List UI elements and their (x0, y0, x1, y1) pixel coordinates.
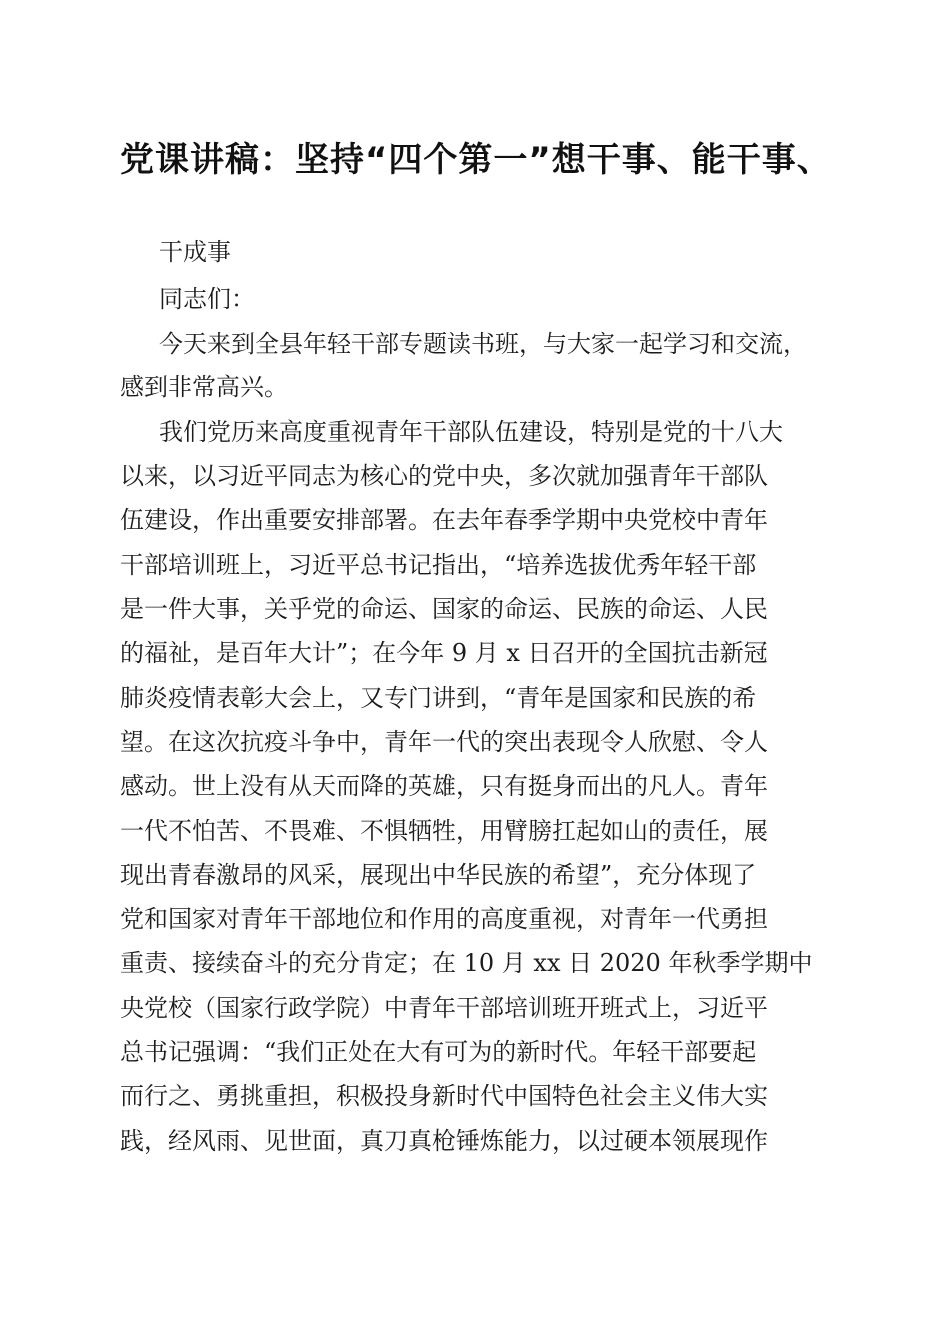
paragraph-line: 以来，以习近平同志为核心的党中央，多次就加强青年干部队 (120, 462, 768, 490)
paragraph-line: 现出青春激昂的风采，展现出中华民族的希望”，充分体现了 (120, 861, 757, 889)
paragraph-line: 的福祉，是百年大计”；在今年 9 月 x 日召开的全国抗击新冠 (120, 639, 768, 667)
paragraph-line: 干部培训班上，习近平总书记指出，“培养选拔优秀年轻干部 (120, 551, 757, 579)
paragraph-line: 感到非常高兴。 (120, 373, 288, 401)
paragraph-line: 感动。世上没有从天而降的英雄，只有挺身而出的凡人。青年 (120, 772, 768, 800)
paragraph-line: 总书记强调：“我们正处在大有可为的新时代。年轻干部要起 (120, 1038, 757, 1066)
paragraph-line: 重责、接续奋斗的充分肯定；在 10 月 xx 日 2020 年秋季学期中 (120, 949, 813, 977)
title-continuation: 干成事 (159, 238, 231, 266)
paragraph-line: 伍建设，作出重要安排部署。在去年春季学期中央党校中青年 (120, 506, 768, 534)
paragraph-line: 而行之、勇挑重担，积极投身新时代中国特色社会主义伟大实 (120, 1082, 768, 1110)
salutation: 同志们： (159, 285, 255, 313)
paragraph-line: 践，经风雨、见世面，真刀真枪锤炼能力，以过硬本领展现作 (120, 1127, 768, 1155)
paragraph-line: 我们党历来高度重视青年干部队伍建设，特别是党的十八大 (159, 418, 783, 446)
paragraph-line: 今天来到全县年轻干部专题读书班，与大家一起学习和交流， (159, 330, 807, 358)
paragraph-line: 一代不怕苦、不畏难、不惧牺牲，用臂膀扛起如山的责任，展 (120, 817, 768, 845)
paragraph-line: 央党校（国家行政学院）中青年干部培训班开班式上，习近平 (120, 994, 768, 1022)
paragraph-line: 肺炎疫情表彰大会上，又专门讲到，“青年是国家和民族的希 (120, 684, 757, 712)
paragraph-line: 是一件大事，关乎党的命运、国家的命运、民族的命运、人民 (120, 595, 768, 623)
paragraph-line: 党和国家对青年干部地位和作用的高度重视，对青年一代勇担 (120, 905, 768, 933)
document-title: 党课讲稿：坚持“四个第一”想干事、能干事、 (120, 140, 832, 180)
paragraph-line: 望。在这次抗疫斗争中，青年一代的突出表现令人欣慰、令人 (120, 728, 768, 756)
